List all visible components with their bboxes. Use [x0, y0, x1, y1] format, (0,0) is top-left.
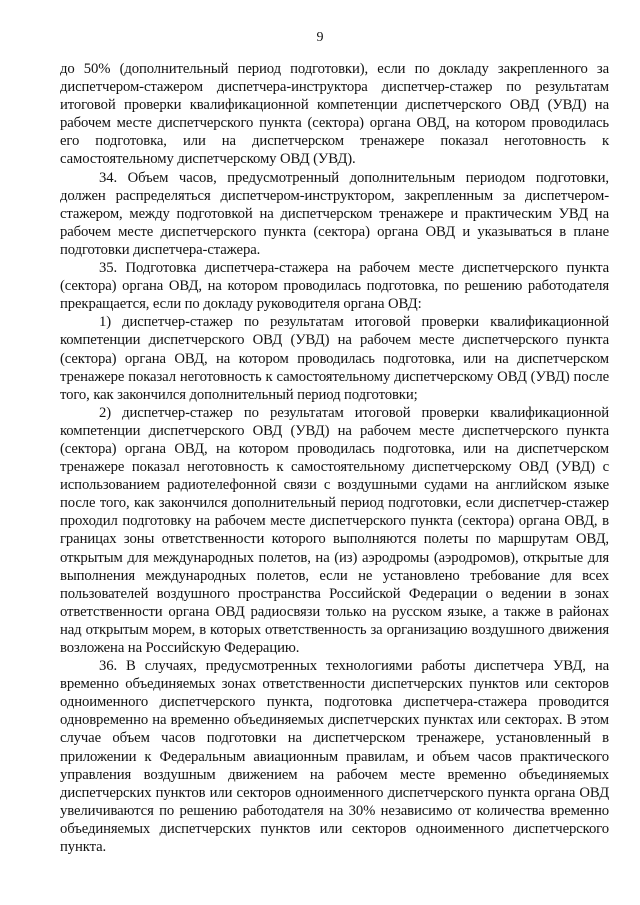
document-body: [60, 60, 609, 856]
paragraph-34: 34. Объем часов, предусмотренный дополнительным периодом подготовки, должен распределяться диспетчером-инструктором, закрепленным за диспетчером-стажером, между подготовкой на диспетчерском тренажере и практическим УВД на рабочем месте диспетчерского пункта (сектора) органа ОВД и указываться в плане подготовки диспетчера-стажера.: [60, 169, 609, 258]
paragraph-35: 35. Подготовка диспетчера-стажера на рабочем месте диспетчерского пункта (сектора) органа ОВД, на котором проводилась подготовка, по решению работодателя прекращается, если по докладу руководителя органа ОВД:: [60, 260, 609, 313]
paragraph-35-item-1: 1) диспетчер-стажер по результатам итоговой проверки квалификационной компетенции диспетчерского ОВД (УВД) на рабочем месте диспетчерского пункта (сектора) органа ОВД, на котором проводилась подготовка, или на диспетчерском тренажере показал неготовность к самостоятельному диспетчерскому ОВД (УВД) после того, как закончился дополнительный период подготовки;: [60, 314, 609, 403]
page-number: 9: [316, 30, 324, 45]
paragraph-continued: до 50% (дополнительный период подготовки), если по докладу закрепленного за диспетчером-стажером диспетчера-инструктора диспетчер-стажер по результатам итоговой проверки квалификационной компетенции диспетчерского ОВД (УВД) на рабочем месте диспетчерского пункта (сектора) органа ОВД, на котором проводилась его подготовка, или на диспетчерском тренажере показал неготовность к самостоятельному диспетчерскому ОВД (УВД).: [60, 61, 609, 168]
paragraph-35-item-2: 2) диспетчер-стажер по результатам итоговой проверки квалификационной компетенции диспетчерского ОВД (УВД) на рабочем месте диспетчерского пункта (сектора) органа ОВД, на котором проводилась подготовка, или на диспетчерском тренажере показал неготовность к самостоятельному диспетчерскому ОВД (УВД) с использованием радиотелефонной связи с воздушными судами на английском языке после того, как закончился дополнительный период подготовки, если диспетчер-стажер проходил подготовку на рабочем месте диспетчерского пункта (сектора) органа ОВД, в границах зоны ответственности которого выполняются полеты по маршрутам ОВД, открытым для международных полетов, на (из) аэродромы (аэродромов), открытые для выполнения международных полетов, если не установлено требование для всех пользователей воздушного пространства Российской Федерации о ведении в зонах ответственности органа ОВД радиосвязи только на русском языке, а также в районах над открытым морем, в которых ответственность за организацию воздушного движения возложена на Российскую Федерацию.: [60, 404, 609, 656]
paragraph-36: 36. В случаях, предусмотренных технологиями работы диспетчера УВД, на временно объединяемых зонах ответственности диспетчерских пунктов или секторов одноименного диспетчерского пункта, подготовка диспетчера-стажера проводится одновременно на временно объединяемых диспетчерских пунктах или секторах. В этом случае объем часов подготовки на диспетчерском тренажере, установленный в приложении к Федеральным авиационным правилам, и объем часов практического управления воздушным движением на рабочем месте временно объединяемых диспетчерских пунктов или секторов одноименного диспетчерского пункта органа ОВД увеличиваются по решению работодателя на 30% независимо от количества временно объединяемых диспетчерских пунктов или секторов одноименного диспетчерского пункта.: [60, 658, 609, 856]
